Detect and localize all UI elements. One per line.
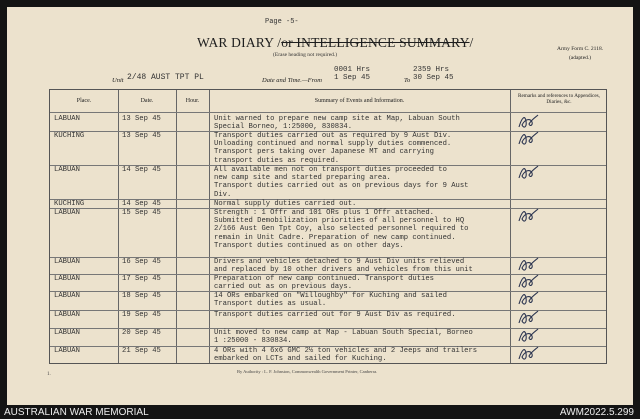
row-summary-line: Unit moved to new camp at Map - Labuan South Special, Borneo [214, 329, 473, 337]
archive-id: AWM2022.5.299 [559, 407, 634, 418]
col-header-place: Place. [76, 98, 92, 104]
row-summary-line: Unloading continued and normal supply duties commenced. [214, 140, 452, 149]
row-date: 14 Sep 45 [122, 166, 161, 174]
army-form [557, 45, 603, 63]
erase-note: (Erase heading not required.) [273, 52, 338, 58]
row-place: KUCHING [54, 200, 85, 208]
row-date: 20 Sep 45 [122, 329, 161, 337]
row-date: 14 Sep 45 [122, 200, 161, 208]
initials-signature-icon [516, 273, 540, 291]
initials-signature-icon [516, 327, 540, 345]
row-date: 15 Sep 45 [122, 209, 161, 217]
row-place: LABUAN [54, 311, 80, 319]
unit-label: Unit [112, 77, 124, 84]
row-summary-line: Transport duties as usual. [214, 300, 327, 309]
row-date: 16 Sep 45 [122, 258, 161, 266]
initials-signature-icon [516, 256, 540, 274]
unit-value: 2/48 AUST TPT PL [127, 73, 204, 82]
row-summary-line: Normal supply duties carried out. [214, 200, 357, 208]
to-label: To [404, 77, 411, 84]
row-summary-line: Transport duties carried out as required by 9 Aust Div. [214, 132, 452, 140]
row-summary-line: Div. [214, 190, 232, 199]
row-summary-line: Submitted Demobilization priorities of all personnel to HQ [214, 217, 465, 226]
initials-signature-icon [516, 164, 540, 182]
page-number: Page -5- [265, 18, 299, 26]
row-summary-line: transport duties as required. [214, 156, 340, 165]
row-summary-line: and replaced by 10 other drivers and vehicles from this unit [214, 266, 473, 275]
row-summary-line: new camp site and started preparing area. [214, 174, 391, 183]
row-summary-line: All available men not on transport duties proceeded to [214, 166, 447, 174]
from-date: 1 Sep 45 [334, 74, 371, 82]
row-place: LABUAN [54, 347, 80, 355]
row-date: 18 Sep 45 [122, 292, 161, 300]
row-summary-line: Transport duties carried out for 9 Aust Div as required. [214, 311, 456, 319]
row-summary-line: remain in Unit Cadre. Preparation of new camp continued. [214, 233, 456, 242]
row-summary-line: Strength : 1 Offr and 101 ORs plus 1 Offr attached. [214, 209, 434, 217]
row-summary-line: Unit warned to prepare new camp site at Map, Labuan South [214, 115, 460, 123]
row-date: 21 Sep 45 [122, 347, 161, 355]
army-form-label: Army Form C. 2118. [557, 46, 604, 52]
printer-note: By Authority : L. F. Johnston, Commonwealth Government Printer, Canberra. [237, 369, 378, 374]
row-summary-line: 4 ORs with 4 6x6 GMC 2½ ton vehicles and 2 Jeeps and trailers [214, 347, 478, 355]
archive-name: AUSTRALIAN WAR MEMORIAL [4, 407, 149, 418]
row-date: 13 Sep 45 [122, 132, 161, 140]
row-summary-line: Transport pers taking over Japanese MT and carrying [214, 148, 434, 157]
initials-signature-icon [516, 309, 540, 327]
initials-signature-icon [516, 207, 540, 225]
row-summary-line: Special Borneo, 1:25000, 830834. [214, 123, 353, 132]
initials-signature-icon [516, 290, 540, 308]
col-header-summary: Summary of Events and Information. [314, 98, 405, 104]
row-summary-line: Preparation of new camp continued. Transport duties [214, 275, 434, 283]
row-place: LABUAN [54, 115, 80, 123]
page-title [197, 35, 474, 51]
row-summary-line: Transport duties carried out as on previous days for 9 Aust [214, 182, 469, 191]
datetime-label: Date and Time.—From [262, 77, 322, 84]
row-summary-line: carried out as on previous days. [214, 283, 353, 292]
row-summary-line: 1 :25000 - 830834. [214, 337, 292, 346]
to-hours: 2359 Hrs [413, 66, 450, 74]
row-place: LABUAN [54, 209, 80, 217]
from-hours: 0001 Hrs [334, 66, 371, 74]
row-summary-line: 14 ORs embarked on "Willoughby" for Kuching and sailed [214, 292, 447, 300]
col-header-remarks: Remarks and references to Appendices, Diaries, &c. [518, 93, 600, 105]
title-struck: or INTELLIGENCE SUMMARY [281, 35, 470, 50]
row-place: LABUAN [54, 166, 80, 174]
row-place: LABUAN [54, 292, 80, 300]
row-date: 19 Sep 45 [122, 311, 161, 319]
initials-signature-icon [516, 345, 540, 363]
initials-signature-icon [516, 130, 540, 148]
row-date: 13 Sep 45 [122, 115, 161, 123]
row-summary-line: embarked on LCTs and sailed for Kuching. [214, 355, 387, 364]
initials-signature-icon [516, 113, 540, 131]
row-place: LABUAN [54, 329, 80, 337]
title-suffix: / [469, 35, 474, 50]
col-header-hour: Hour. [185, 98, 200, 104]
row-summary-line: Drivers and vehicles detached to 9 Aust Div units relieved [214, 258, 465, 266]
diary-table [49, 89, 607, 364]
row-summary-line: 2/166 Aust Gen Tpt Coy, also selected personnel required to [214, 225, 469, 234]
row-place: LABUAN [54, 258, 80, 266]
row-date: 17 Sep 45 [122, 275, 161, 283]
title-prefix: WAR DIARY / [197, 35, 282, 50]
form-number: 1. [47, 372, 51, 377]
to-date: 30 Sep 45 [413, 74, 454, 82]
row-place: KUCHING [54, 132, 85, 140]
row-summary-line: Transport duties continued as on other days. [214, 241, 404, 250]
diary-page [7, 7, 633, 405]
row-place: LABUAN [54, 275, 80, 283]
col-header-date: Date. [140, 98, 154, 104]
army-form-adapted: (adapted.) [568, 55, 592, 61]
